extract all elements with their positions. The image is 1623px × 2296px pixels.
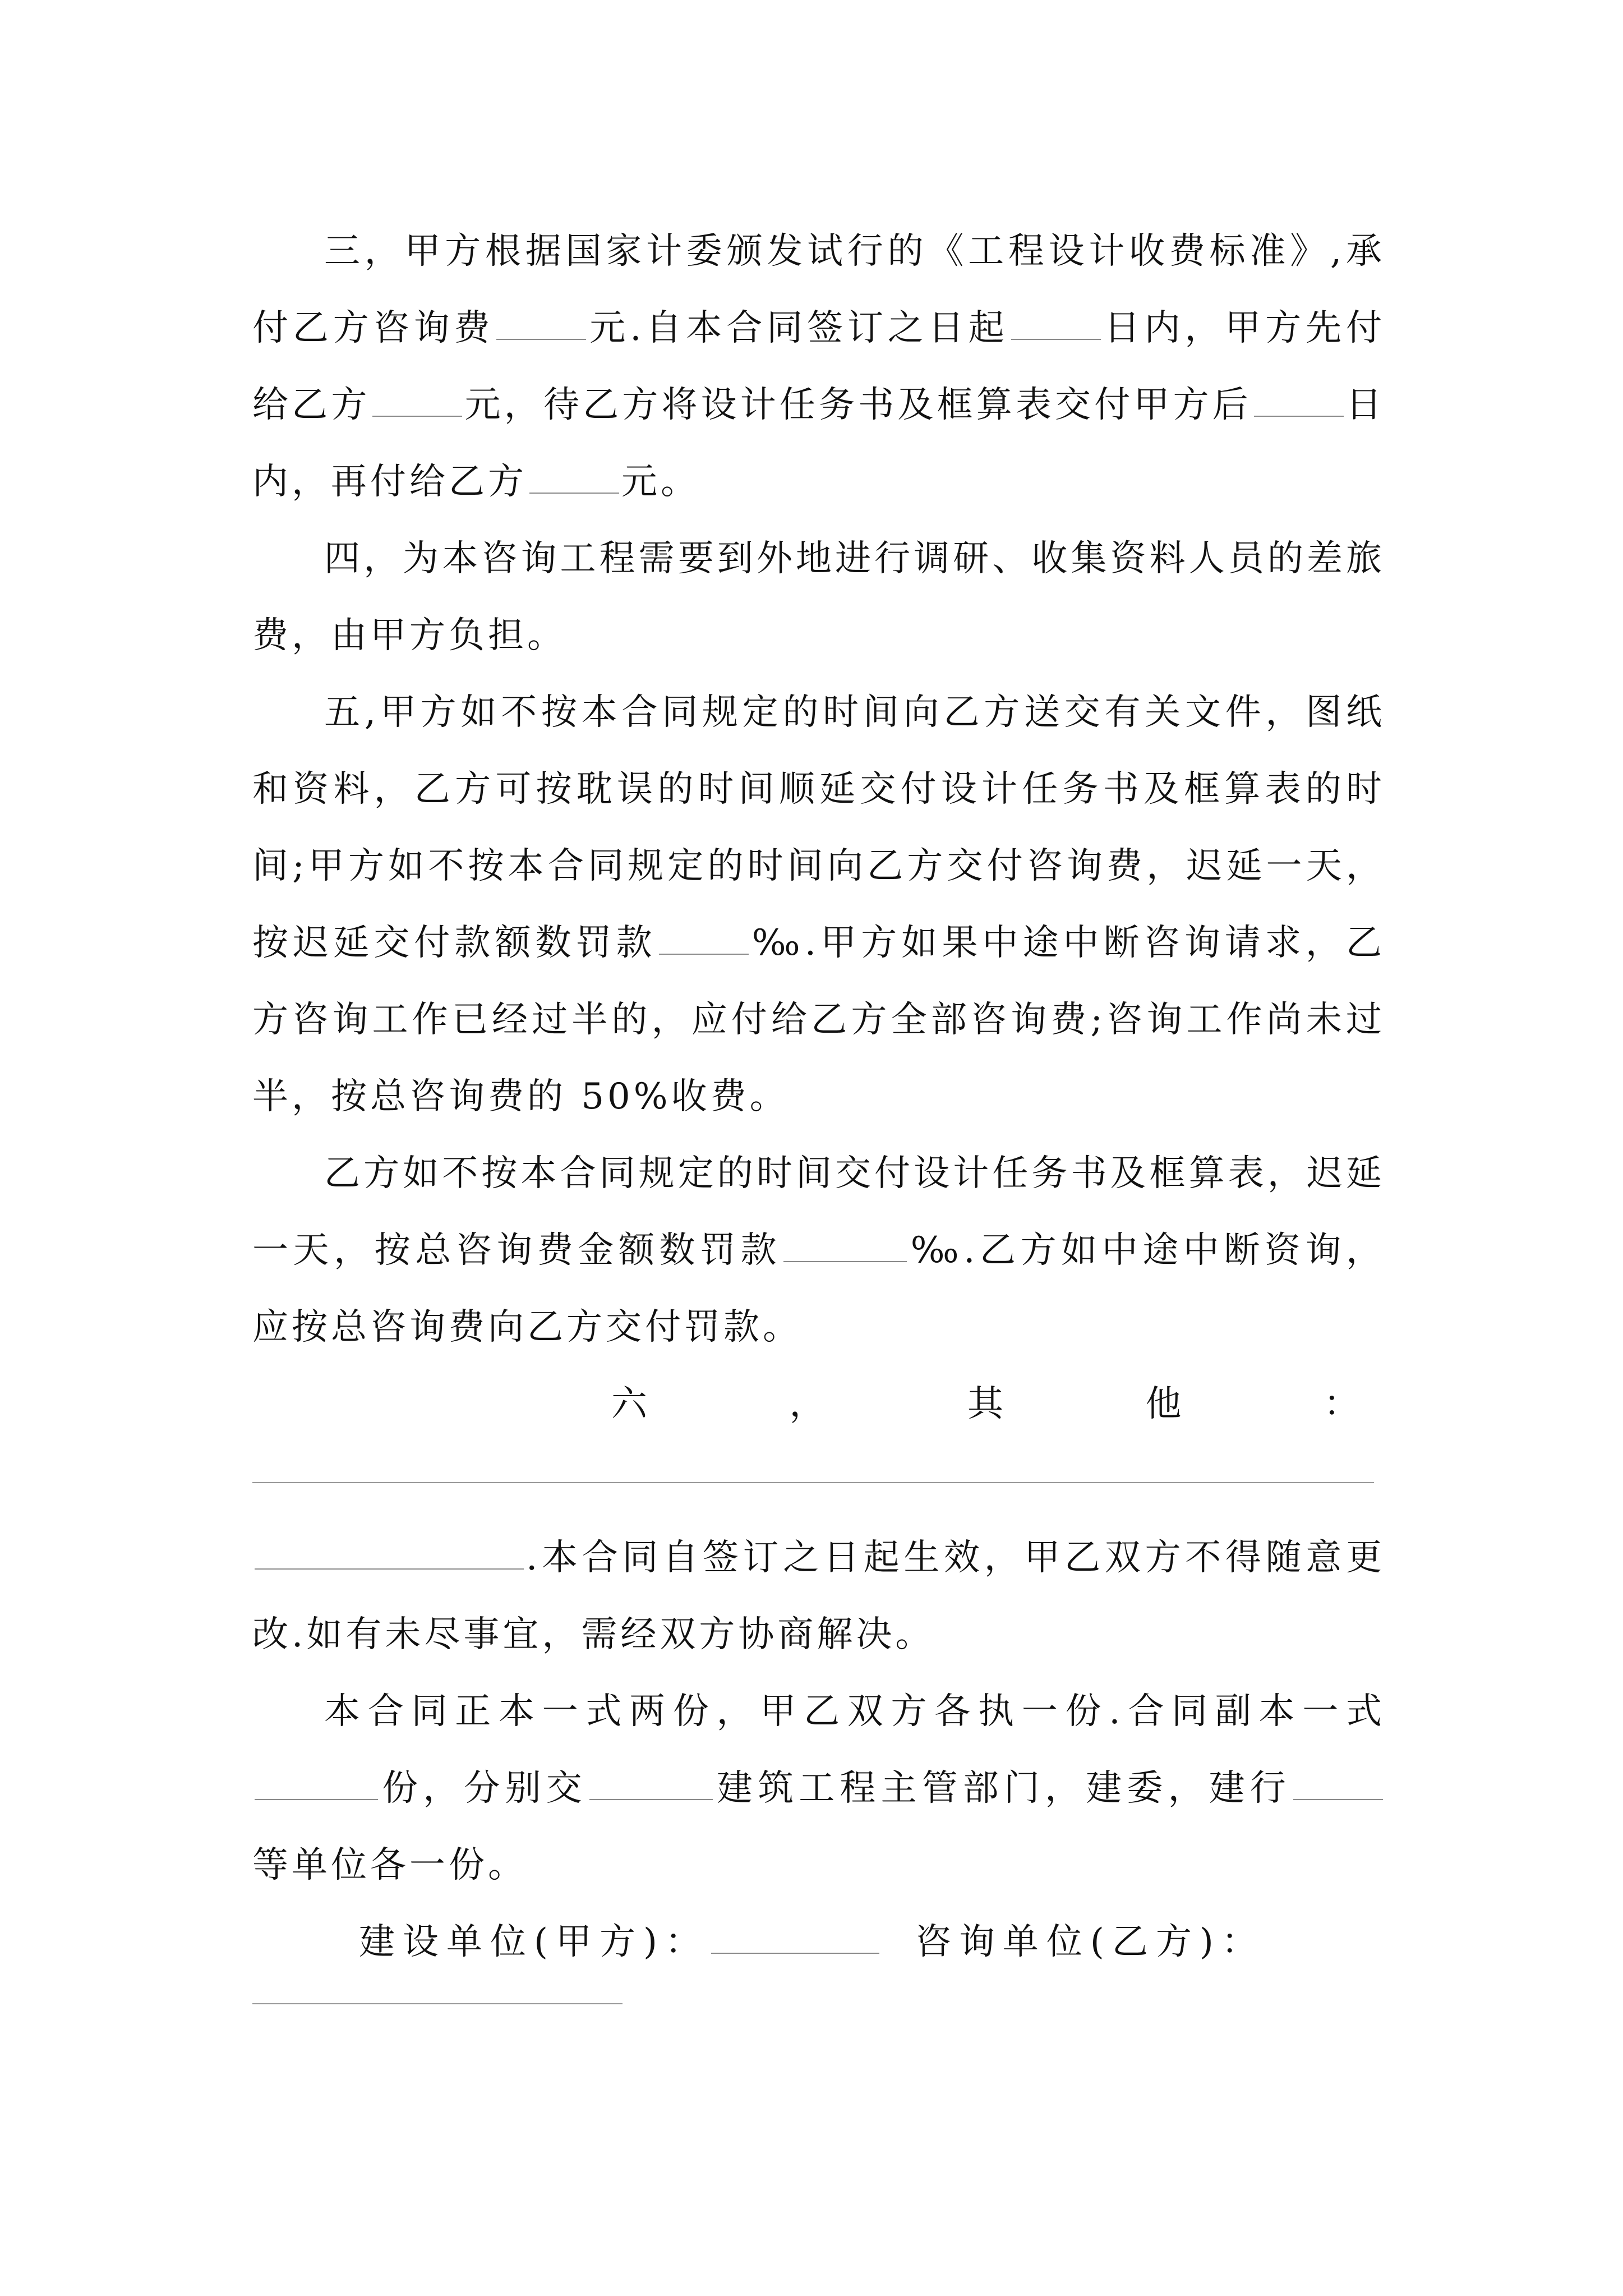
clause-text: 日内，甲方先付给乙方 bbox=[252, 307, 1385, 426]
party-a-label: 建设单位(甲方)： bbox=[359, 1921, 709, 1963]
clause-text: 元.自本合同签订之日起 bbox=[588, 307, 1009, 349]
clause-text: 元。 bbox=[621, 461, 700, 503]
clause-text: 份，分别交 bbox=[380, 1768, 587, 1809]
clause-text: .本合同自签订之日起生效，甲乙双方不得随意更改.如有未尽事宜，需经双方协商解决。 bbox=[252, 1537, 1385, 1655]
clause-text: 五,甲方如不按本合同规定的时间向乙方送交有关文件，图纸和资料，乙方可按耽误的时间顺延交付设计任务书及框算表的时间;甲方如不按本合同规定的时间向乙方交付咨询费，迟延一天，按迟延交付款额数罚款 bbox=[252, 692, 1385, 964]
clause-text: 等单位各一份。 bbox=[252, 1844, 527, 1886]
heading-char: ， bbox=[789, 1383, 829, 1425]
clause-text: 本合同正本一式两份，甲乙双方各执一份.合同副本一式 bbox=[324, 1691, 1385, 1732]
fill-blank[interactable] bbox=[496, 338, 586, 340]
clause-text: 元，待乙方将设计任务书及框算表交付甲方后 bbox=[464, 384, 1252, 426]
fill-blank[interactable] bbox=[783, 1260, 907, 1262]
signature-line bbox=[252, 1904, 1385, 1981]
clause-5-party-b-default bbox=[252, 1135, 1385, 1366]
clause-text: 日内，再付给乙方 bbox=[252, 384, 1386, 503]
fill-blank[interactable] bbox=[255, 1798, 378, 1800]
fill-blank[interactable] bbox=[589, 1798, 713, 1800]
clause-6-fill-line[interactable] bbox=[252, 1443, 1385, 1520]
fill-blank[interactable] bbox=[1254, 415, 1344, 417]
heading-char: ： bbox=[1324, 1383, 1363, 1425]
fill-blank[interactable] bbox=[255, 1568, 524, 1570]
clause-6-effective-text bbox=[252, 1520, 1385, 1673]
fill-blank[interactable] bbox=[1293, 1798, 1383, 1800]
fill-blank[interactable] bbox=[1011, 338, 1101, 340]
heading-char: 六 bbox=[611, 1383, 651, 1425]
clause-text: ‰.乙方如中途中断资询，应按总咨询费向乙方交付罚款。 bbox=[252, 1230, 1386, 1348]
clause-text: 三，甲方根据国家计委颁发试行的《工程设计收费标准》,承付乙方咨询费 bbox=[252, 231, 1385, 349]
party-a-signature-blank[interactable] bbox=[711, 1952, 879, 1954]
fill-blank[interactable] bbox=[372, 415, 462, 417]
contract-body bbox=[252, 213, 1385, 2058]
clause-5-party-a-default bbox=[252, 674, 1385, 1135]
clause-text: ‰.甲方如果中途中断咨询请求，乙方咨询工作已经过半的，应付给乙方全部咨询费;咨询工作尚未过半，按总咨询费的 50%收费。 bbox=[252, 922, 1386, 1117]
copies-clause bbox=[252, 1673, 1385, 1904]
clause-4-travel-expenses bbox=[252, 521, 1385, 674]
clause-3-fee-terms bbox=[252, 213, 1385, 521]
clause-text: 四，为本咨询工程需要到外地进行调研、收集资料人员的差旅费，由甲方负担。 bbox=[252, 538, 1385, 656]
clause-text: 建筑工程主管部门，建委，建行 bbox=[714, 1768, 1292, 1809]
party-b-signature-blank[interactable] bbox=[252, 1981, 1385, 2058]
heading-char: 他 bbox=[1145, 1383, 1185, 1425]
clause-text: 乙方如不按本合同规定的时间交付设计任务书及框算表，迟延一天，按总咨询费金额数罚款 bbox=[252, 1153, 1385, 1271]
fill-blank[interactable] bbox=[529, 492, 619, 494]
heading-char: 其 bbox=[967, 1383, 1007, 1425]
fill-blank[interactable] bbox=[659, 953, 749, 955]
party-b-label: 咨询单位(乙方)： bbox=[915, 1921, 1265, 1963]
clause-6-heading bbox=[252, 1366, 1385, 1443]
